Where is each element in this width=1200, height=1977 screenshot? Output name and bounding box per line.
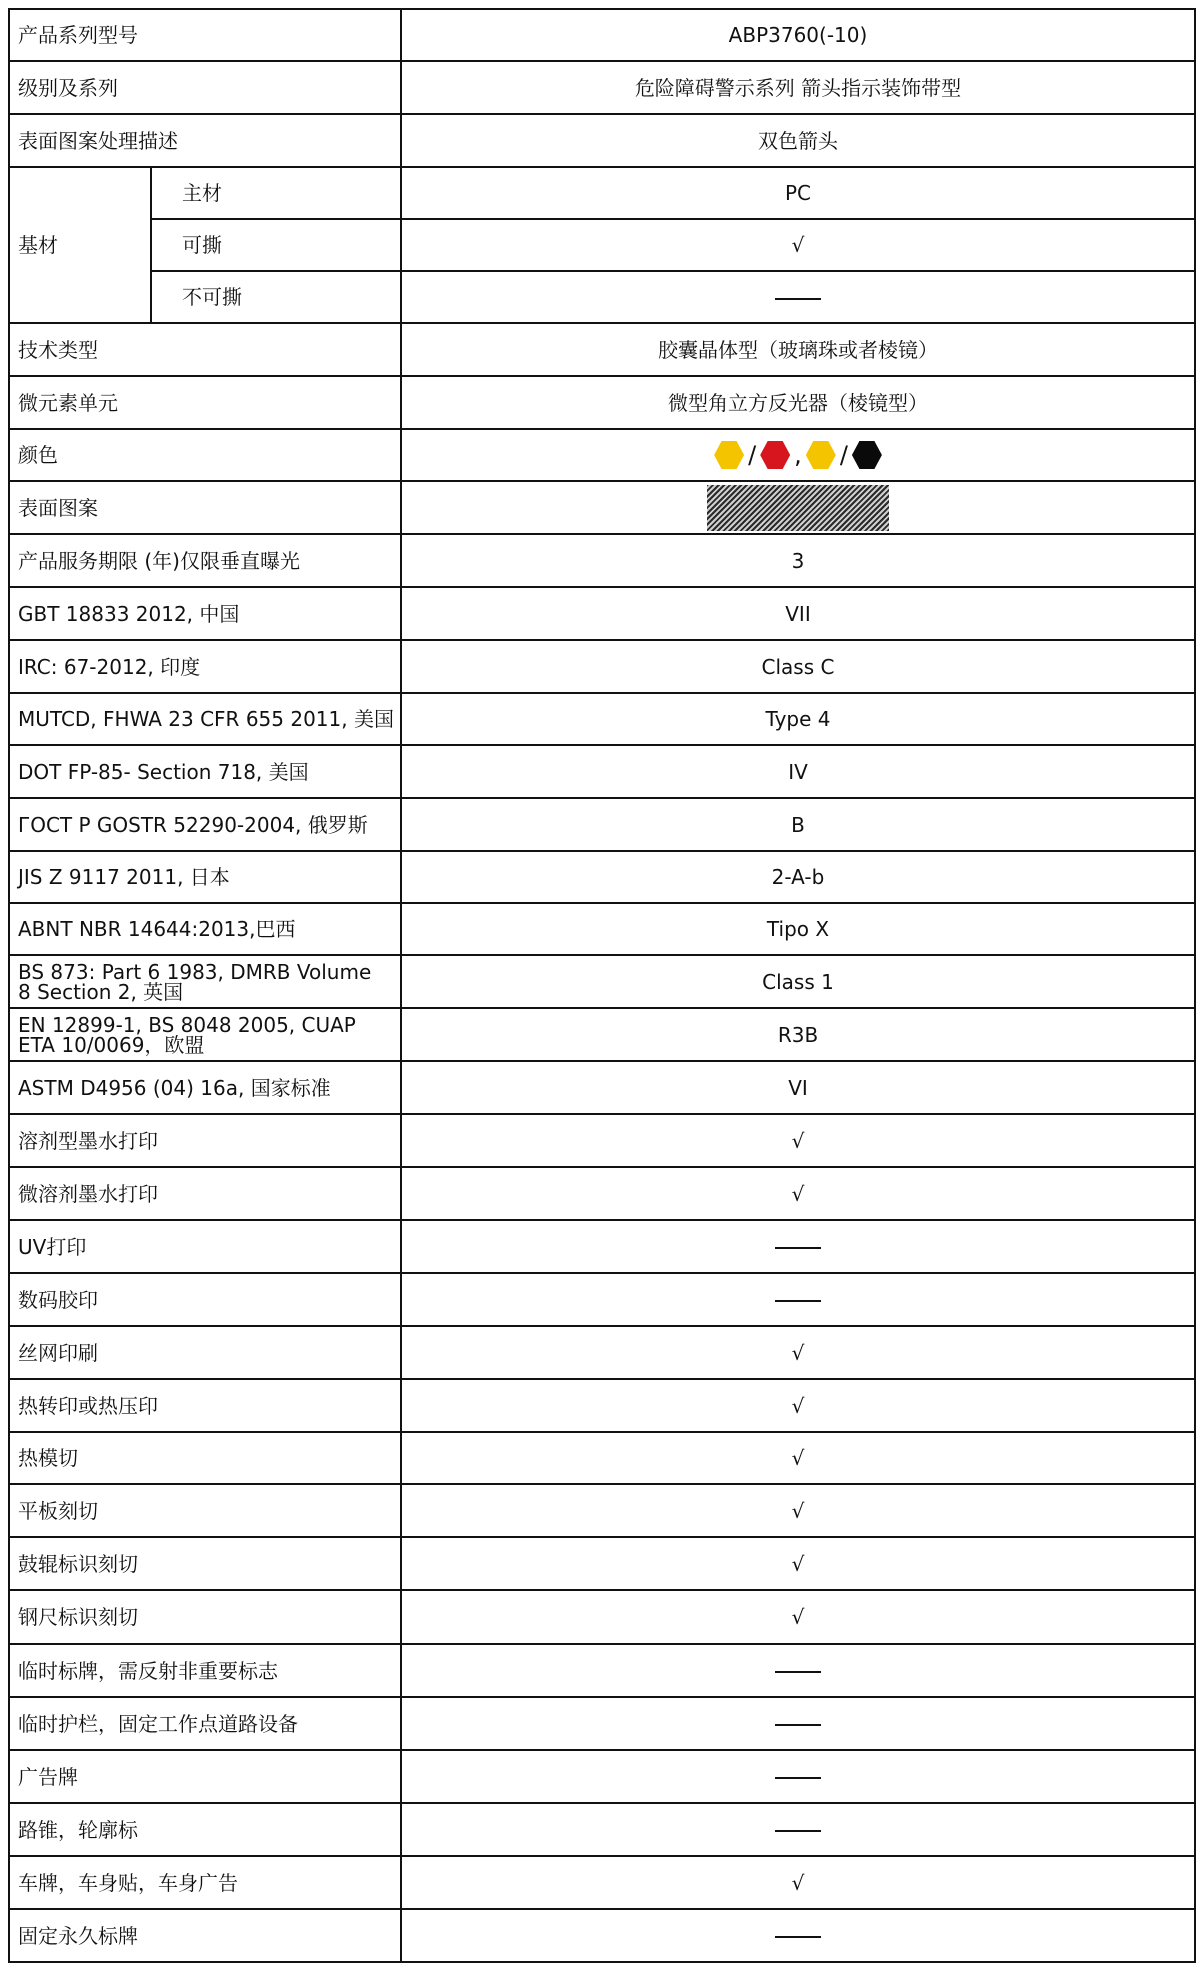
row-label: 广告牌 xyxy=(9,1750,401,1803)
yellow-hexagon-icon xyxy=(714,441,744,469)
substrate-label: 基材 xyxy=(9,167,151,323)
sub-row-label: 不可撕 xyxy=(151,271,401,323)
dash-mark xyxy=(775,1724,821,1726)
dash-mark xyxy=(775,1936,821,1938)
table-row xyxy=(9,1644,1195,1697)
row-value: VII xyxy=(401,587,1195,640)
table-row xyxy=(9,693,1195,745)
dash-mark xyxy=(775,1300,821,1302)
row-value: Class C xyxy=(401,640,1195,693)
row-value: 微型角立方反光器（棱镜型） xyxy=(401,376,1195,429)
row-label: 微溶剂墨水打印 xyxy=(9,1167,401,1220)
row-value: 危险障碍警示系列 箭头指示装饰带型 xyxy=(401,61,1195,114)
check-mark: √ xyxy=(401,1537,1195,1590)
dash-mark xyxy=(775,1247,821,1249)
check-mark: √ xyxy=(401,1432,1195,1484)
row-label: 表面图案处理描述 xyxy=(9,114,401,167)
row-value: ABP3760(-10) xyxy=(401,9,1195,61)
row-value xyxy=(401,1220,1195,1273)
table-row xyxy=(9,534,1195,587)
diagonal-stripe-pattern xyxy=(707,485,889,531)
table-row xyxy=(9,1750,1195,1803)
table-row xyxy=(9,1061,1195,1114)
table-row xyxy=(9,851,1195,903)
table-row xyxy=(9,1008,1195,1061)
table-row xyxy=(9,1803,1195,1856)
row-label: 平板刻切 xyxy=(9,1484,401,1537)
check-mark: √ xyxy=(401,1326,1195,1379)
color-swatches xyxy=(401,429,1195,481)
row-label: 固定永久标牌 xyxy=(9,1909,401,1962)
check-mark: √ xyxy=(401,1590,1195,1644)
check-mark: √ xyxy=(401,219,1195,271)
row-label: 技术类型 xyxy=(9,323,401,376)
row-label: 车牌，车身贴，车身广告 xyxy=(9,1856,401,1909)
check-mark: √ xyxy=(401,1484,1195,1537)
table-row xyxy=(9,376,1195,429)
row-label: 临时护栏，固定工作点道路设备 xyxy=(9,1697,401,1750)
table-row xyxy=(9,219,1195,271)
row-label: GBT 18833 2012, 中国 xyxy=(9,587,401,640)
row-value xyxy=(401,1909,1195,1962)
row-value: IV xyxy=(401,745,1195,798)
row-value: 双色箭头 xyxy=(401,114,1195,167)
row-value: 胶囊晶体型（玻璃珠或者棱镜） xyxy=(401,323,1195,376)
yellow-hexagon-icon xyxy=(806,441,836,469)
row-value xyxy=(401,271,1195,323)
row-label: 丝网印刷 xyxy=(9,1326,401,1379)
row-label: 产品服务期限 (年)仅限垂直曝光 xyxy=(9,534,401,587)
row-value: Class 1 xyxy=(401,955,1195,1008)
row-label: 级别及系列 xyxy=(9,61,401,114)
row-value xyxy=(401,1750,1195,1803)
table-row xyxy=(9,1856,1195,1909)
table-row xyxy=(9,1432,1195,1484)
dash-mark xyxy=(775,298,821,300)
table-row xyxy=(9,167,1195,219)
row-label: DOT FP-85- Section 718, 美国 xyxy=(9,745,401,798)
spec-table xyxy=(8,8,1196,1963)
row-label: JIS Z 9117 2011, 日本 xyxy=(9,851,401,903)
row-value xyxy=(401,1803,1195,1856)
row-value: VI xyxy=(401,1061,1195,1114)
row-label: ABNT NBR 14644:2013,巴西 xyxy=(9,903,401,955)
table-row xyxy=(9,1909,1195,1962)
table-row xyxy=(9,587,1195,640)
table-row xyxy=(9,61,1195,114)
row-label: 微元素单元 xyxy=(9,376,401,429)
row-value xyxy=(401,1273,1195,1326)
row-label: UV打印 xyxy=(9,1220,401,1273)
dash-mark xyxy=(775,1671,821,1673)
slash-separator: / xyxy=(748,441,757,469)
row-value: Type 4 xyxy=(401,693,1195,745)
row-value: PC xyxy=(401,167,1195,219)
check-mark: √ xyxy=(401,1379,1195,1432)
sub-row-label: 可撕 xyxy=(151,219,401,271)
table-row xyxy=(9,1326,1195,1379)
red-hexagon-icon xyxy=(760,441,790,469)
table-row xyxy=(9,955,1195,1008)
check-mark: √ xyxy=(401,1856,1195,1909)
row-value xyxy=(401,1697,1195,1750)
table-row xyxy=(9,745,1195,798)
row-label: ASTM D4956 (04) 16a, 国家标准 xyxy=(9,1061,401,1114)
row-label: 热模切 xyxy=(9,1432,401,1484)
table-row xyxy=(9,481,1195,534)
table-row xyxy=(9,1697,1195,1750)
table-row xyxy=(9,1537,1195,1590)
table-row xyxy=(9,903,1195,955)
dash-mark xyxy=(775,1777,821,1779)
table-row xyxy=(9,640,1195,693)
row-label: BS 873: Part 6 1983, DMRB Volume 8 Section 2, 英国 xyxy=(9,955,401,1008)
row-value: 2-A-b xyxy=(401,851,1195,903)
row-value: R3B xyxy=(401,1008,1195,1061)
row-label: 路锥，轮廓标 xyxy=(9,1803,401,1856)
row-value: Tipo X xyxy=(401,903,1195,955)
row-value: B xyxy=(401,798,1195,851)
row-label: 溶剂型墨水打印 xyxy=(9,1114,401,1167)
row-label: 数码胶印 xyxy=(9,1273,401,1326)
comma-separator: , xyxy=(794,441,802,469)
row-label: 鼓辊标识刻切 xyxy=(9,1537,401,1590)
row-label: EN 12899-1, BS 8048 2005, CUAP ETA 10/0069，欧盟 xyxy=(9,1008,401,1061)
pattern-cell xyxy=(401,481,1195,534)
row-label: 热转印或热压印 xyxy=(9,1379,401,1432)
table-row xyxy=(9,1167,1195,1220)
row-value: 3 xyxy=(401,534,1195,587)
sub-row-label: 主材 xyxy=(151,167,401,219)
table-row xyxy=(9,429,1195,481)
row-value xyxy=(401,1644,1195,1697)
row-label: 临时标牌，需反射非重要标志 xyxy=(9,1644,401,1697)
table-row xyxy=(9,1484,1195,1537)
row-label: MUTCD, FHWA 23 CFR 655 2011, 美国 xyxy=(9,693,401,745)
check-mark: √ xyxy=(401,1167,1195,1220)
table-row xyxy=(9,1220,1195,1273)
black-hexagon-icon xyxy=(852,441,882,469)
table-row xyxy=(9,271,1195,323)
check-mark: √ xyxy=(401,1114,1195,1167)
row-label: ГОСТ Р GOSTR 52290-2004, 俄罗斯 xyxy=(9,798,401,851)
table-row xyxy=(9,1379,1195,1432)
table-row xyxy=(9,323,1195,376)
dash-mark xyxy=(775,1830,821,1832)
row-label: 表面图案 xyxy=(9,481,401,534)
table-row xyxy=(9,114,1195,167)
row-label: 钢尺标识刻切 xyxy=(9,1590,401,1644)
row-label: 颜色 xyxy=(9,429,401,481)
row-label: IRC: 67-2012, 印度 xyxy=(9,640,401,693)
table-row xyxy=(9,9,1195,61)
slash-separator: / xyxy=(839,441,848,469)
row-label: 产品系列型号 xyxy=(9,9,401,61)
table-row xyxy=(9,1114,1195,1167)
table-row xyxy=(9,1590,1195,1644)
table-row xyxy=(9,798,1195,851)
table-row xyxy=(9,1273,1195,1326)
